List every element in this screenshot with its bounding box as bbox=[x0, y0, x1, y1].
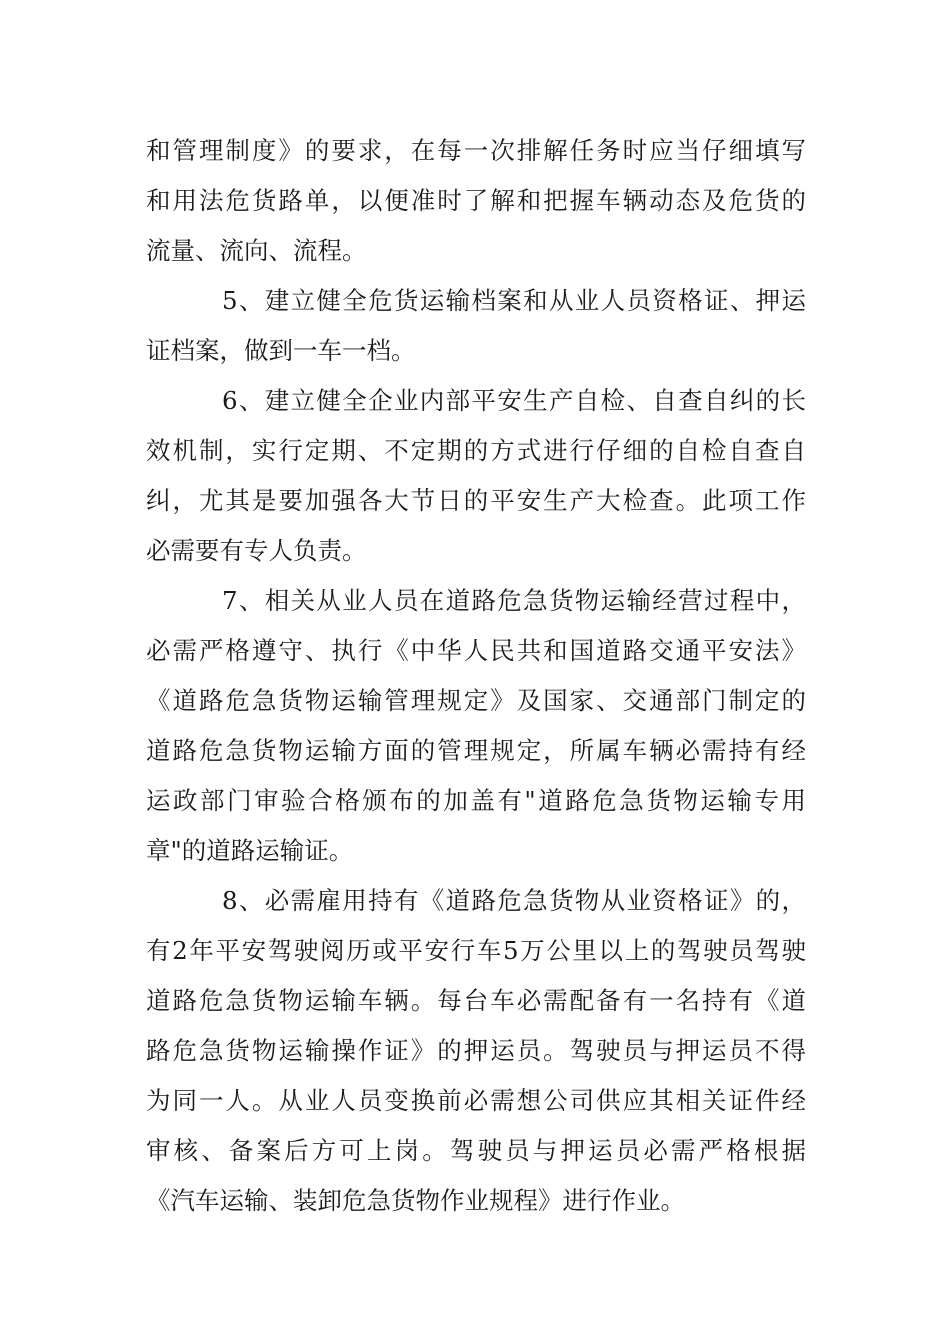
text-line: 运政部门审验合格颁布的加盖有"道路危急货物运输专用 bbox=[146, 786, 806, 815]
text-line: 审核、备案后方可上岗。驾驶员与押运员必需严格根据 bbox=[146, 1136, 806, 1165]
text-line: 必需严格遵守、执行《中华人民共和国道路交通平安法》 bbox=[146, 636, 806, 665]
text-line: 和用法危货路单，以便准时了解和把握车辆动态及危货的 bbox=[146, 186, 806, 215]
text-line: 5、建立健全危货运输档案和从业人员资格证、押运 bbox=[222, 286, 806, 315]
text-line: 6、建立健全企业内部平安生产自检、自查自纠的长 bbox=[222, 386, 806, 415]
text-line: 必需要有专人负责。 bbox=[146, 536, 367, 565]
text-line: 道路危急货物运输方面的管理规定，所属车辆必需持有经 bbox=[146, 736, 806, 765]
text-line: 章"的道路运输证。 bbox=[146, 836, 354, 865]
text-line: 8、必需雇用持有《道路危急货物从业资格证》的， bbox=[222, 886, 806, 915]
text-line: 和管理制度》的要求，在每一次排解任务时应当仔细填写 bbox=[146, 136, 806, 165]
text-line: 证档案，做到一车一档。 bbox=[146, 336, 416, 365]
text-line: 为同一人。从业人员变换前必需想公司供应其相关证件经 bbox=[146, 1086, 806, 1115]
text-line: 《道路危急货物运输管理规定》及国家、交通部门制定的 bbox=[146, 686, 806, 715]
text-line: 路危急货物运输操作证》的押运员。驾驶员与押运员不得 bbox=[146, 1036, 806, 1065]
text-line: 流量、流向、流程。 bbox=[146, 236, 367, 265]
text-line: 7、相关从业人员在道路危急货物运输经营过程中， bbox=[222, 586, 806, 615]
text-line: 《汽车运输、装卸危急货物作业规程》进行作业。 bbox=[146, 1186, 685, 1215]
text-line: 效机制，实行定期、不定期的方式进行仔细的自检自查自 bbox=[146, 436, 806, 465]
text-line: 道路危急货物运输车辆。每台车必需配备有一名持有《道 bbox=[146, 986, 806, 1015]
text-line: 纠，尤其是要加强各大节日的平安生产大检查。此项工作 bbox=[146, 486, 806, 515]
text-line: 有2年平安驾驶阅历或平安行车5万公里以上的驾驶员驾驶 bbox=[146, 936, 806, 965]
